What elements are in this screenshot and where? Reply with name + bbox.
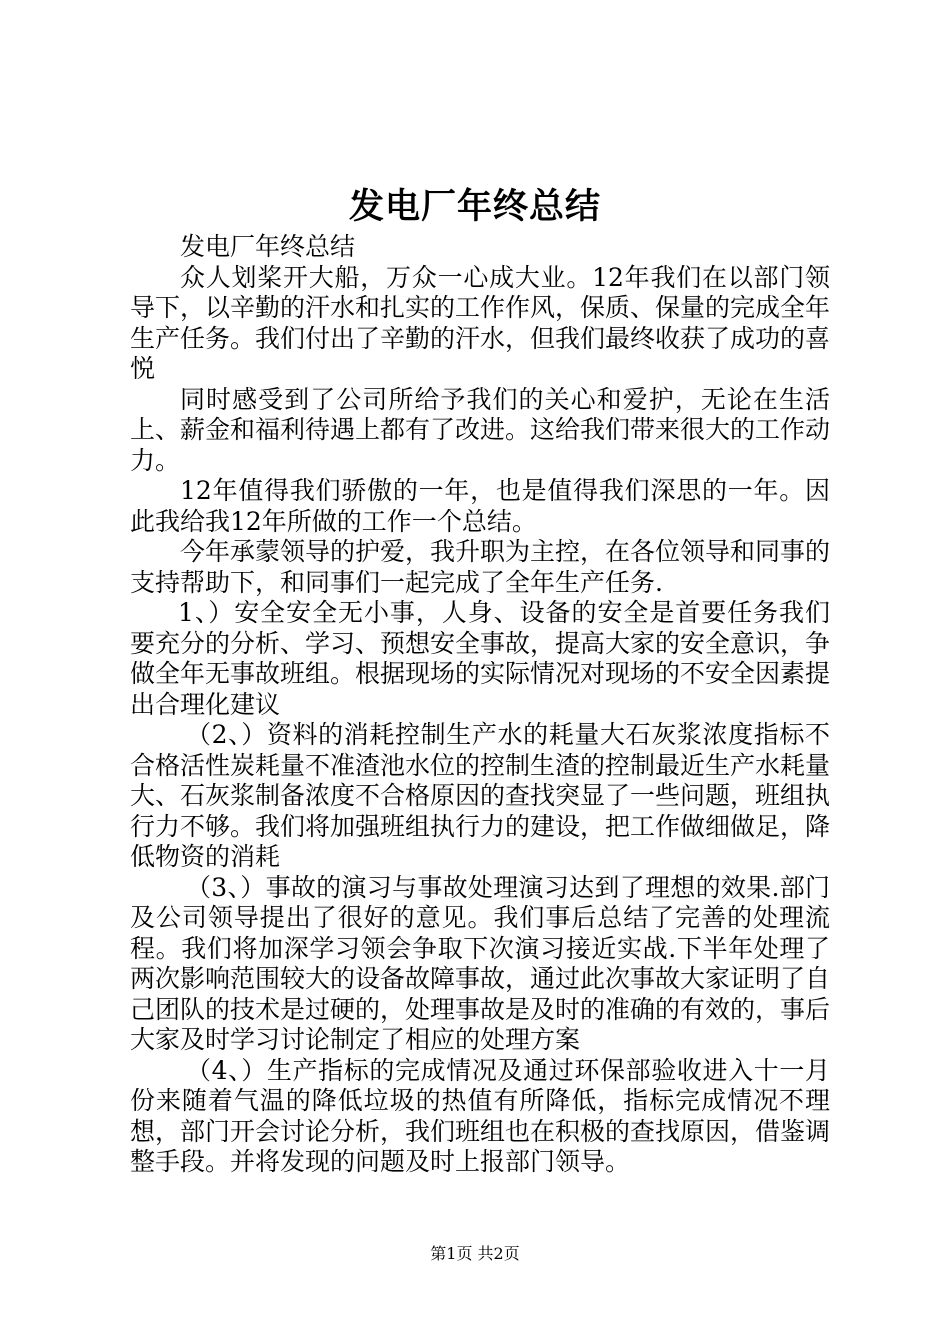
paragraph-item-1: 1、）安全安全无小事，人身、设备的安全是首要任务我们要充分的分析、学习、预想安全事故，提高大家的安全意识，争做全年无事故班组。根据现场的实际情况对现场的不安全因素提出合理化建议	[130, 598, 831, 719]
paragraph-promotion: 今年承蒙领导的护爱，我升职为主控，在各位领导和同事的支持帮助下，和同事们一起完成了全年生产任务.	[130, 537, 831, 597]
paragraph-care: 同时感受到了公司所给予我们的关心和爱护，无论在生活上、薪金和福利待遇上都有了改进。这给我们带来很大的工作动力。	[130, 384, 831, 475]
paragraph-summary: 12年值得我们骄傲的一年，也是值得我们深思的一年。因此我给我12年所做的工作一个总结。	[130, 476, 830, 536]
document-title: 发电厂年终总结	[348, 186, 601, 227]
page-footer: 第1页 共2页	[430, 1244, 520, 1263]
document-body	[130, 232, 830, 1178]
paragraph-item-4: （4、）生产指标的完成情况及通过环保部验收进入十一月份来随着气温的降低垃圾的热值有所降低，指标完成情况不理想，部门开会讨论分析，我们班组也在积极的查找原因，借鉴调整手段。并将发现的问题及时上报部门领导。	[130, 1055, 831, 1176]
paragraph-item-2: （2、）资料的消耗控制生产水的耗量大石灰浆浓度指标不合格活性炭耗量不准渣池水位的控制生渣的控制最近生产水耗量大、石灰浆制备浓度不合格原因的查找突显了一些问题，班组执行力不够。我们将加强班组执行力的建设，把工作做细做足，降低物资的消耗	[130, 720, 831, 871]
paragraph-heading: 发电厂年终总结	[180, 232, 356, 261]
paragraph-intro: 众人划桨开大船，万众一心成大业。12年我们在以部门领导下，以辛勤的汗水和扎实的工作作风，保质、保量的完成全年生产任务。我们付出了辛勤的汗水，但我们最终收获了成功的喜悦	[130, 262, 831, 383]
paragraph-item-3: （3、）事故的演习与事故处理演习达到了理想的效果.部门及公司领导提出了很好的意见。我们事后总结了完善的处理流程。我们将加深学习领会争取下次演习接近实战.下半年处理了两次影响范围较大的设备故障事故，通过此次事故大家证明了自己团队的技术是过硬的，处理事故是及时的准确的有效的，事后大家及时学习讨论制定了相应的处理方案	[130, 872, 831, 1054]
